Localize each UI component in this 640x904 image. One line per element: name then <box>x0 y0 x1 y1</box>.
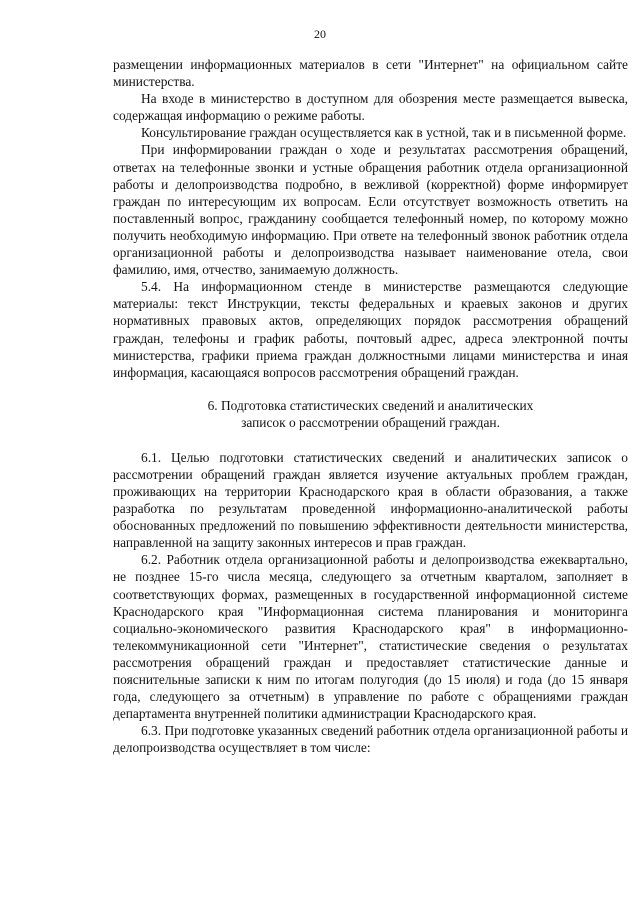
paragraph: 5.4. На информационном стенде в министерстве размещаются следующие материалы: текст Инструкции, тексты федеральных и краевых законов и других нормативных правовых актов, определяющих порядок рассмотрения обращений граждан, телефоны и график работы, почтовый адрес, адреса электронной почты министерства, графики приема граждан должностными лицами министерства и иная информация, касающаяся вопросов рассмотрения обращений граждан. <box>113 279 628 380</box>
page-number: 20 <box>314 27 326 41</box>
body-text-section-6 <box>113 449 628 757</box>
paragraph: На входе в министерство в доступном для обозрения месте размещается вывеска, содержащая информацию о режиме работы. <box>113 91 628 124</box>
body-text-section-5 <box>113 56 628 381</box>
paragraph: размещении информационных материалов в сети "Интернет" на официальном сайте министерства. <box>113 57 628 90</box>
paragraph: 6.1. Целью подготовки статистических сведений и аналитических записок о рассмотрении обращений граждан является изучение актуальных проблем граждан, проживающих на территории Краснодарского края в области образования, а также разработка по результатам проведенной информационно-аналитической работы обоснованных предложений по повышению эффективности деятельности министерства, направленной на защиту законных интересов и прав граждан. <box>113 449 628 551</box>
section-heading <box>113 397 628 432</box>
section-heading-line-2: записок о рассмотрении обращений граждан. <box>241 415 500 431</box>
paragraph: Консультирование граждан осуществляется как в устной, так и в письменной форме. <box>141 125 627 141</box>
paragraph: При информировании граждан о ходе и результатах рассмотрения обращений, ответах на телефонные звонки и устные обращения работник отдела организационной работы и делопроизводства подробно, в вежливой (корректной) форме информирует граждан по интересующим их вопросам. Если отсутствует возможность ответить на поставленный вопрос, гражданину сообщается телефонный номер, по которому можно получить необходимую информацию. При ответе на телефонный звонок работник отдела организационной работы и делопроизводства называет наименование отела, свои фамилию, имя, отчество, занимаемую должность. <box>113 142 628 278</box>
page-body <box>113 56 628 756</box>
paragraph: 6.3. При подготовке указанных сведений работник отдела организационной работы и делопроизводства осуществляет в том числе: <box>113 723 628 756</box>
section-heading-line-1: 6. Подготовка статистических сведений и аналитических <box>207 397 534 413</box>
paragraph: 6.2. Работник отдела организационной работы и делопроизводства ежеквартально, не позднее 15-го числа месяца, следующего за отчетным кварталом, заполняет в соответствующих формах, размещенных в государственной информационной системе Краснодарского края "Информационная система планирования и мониторинга социально-экономического развития Краснодарского края" в информационно-телекоммуникационной сети "Интернет", статистические сведения о результатах рассмотрения обращений граждан и предоставляет статистические данные и пояснительные записки к ним по итогам полугодия (до 15 июля) и года (до 15 января года, следующего за отчетным) в управление по работе с обращениями граждан департамента внутренней политики администрации Краснодарского края. <box>113 552 628 722</box>
